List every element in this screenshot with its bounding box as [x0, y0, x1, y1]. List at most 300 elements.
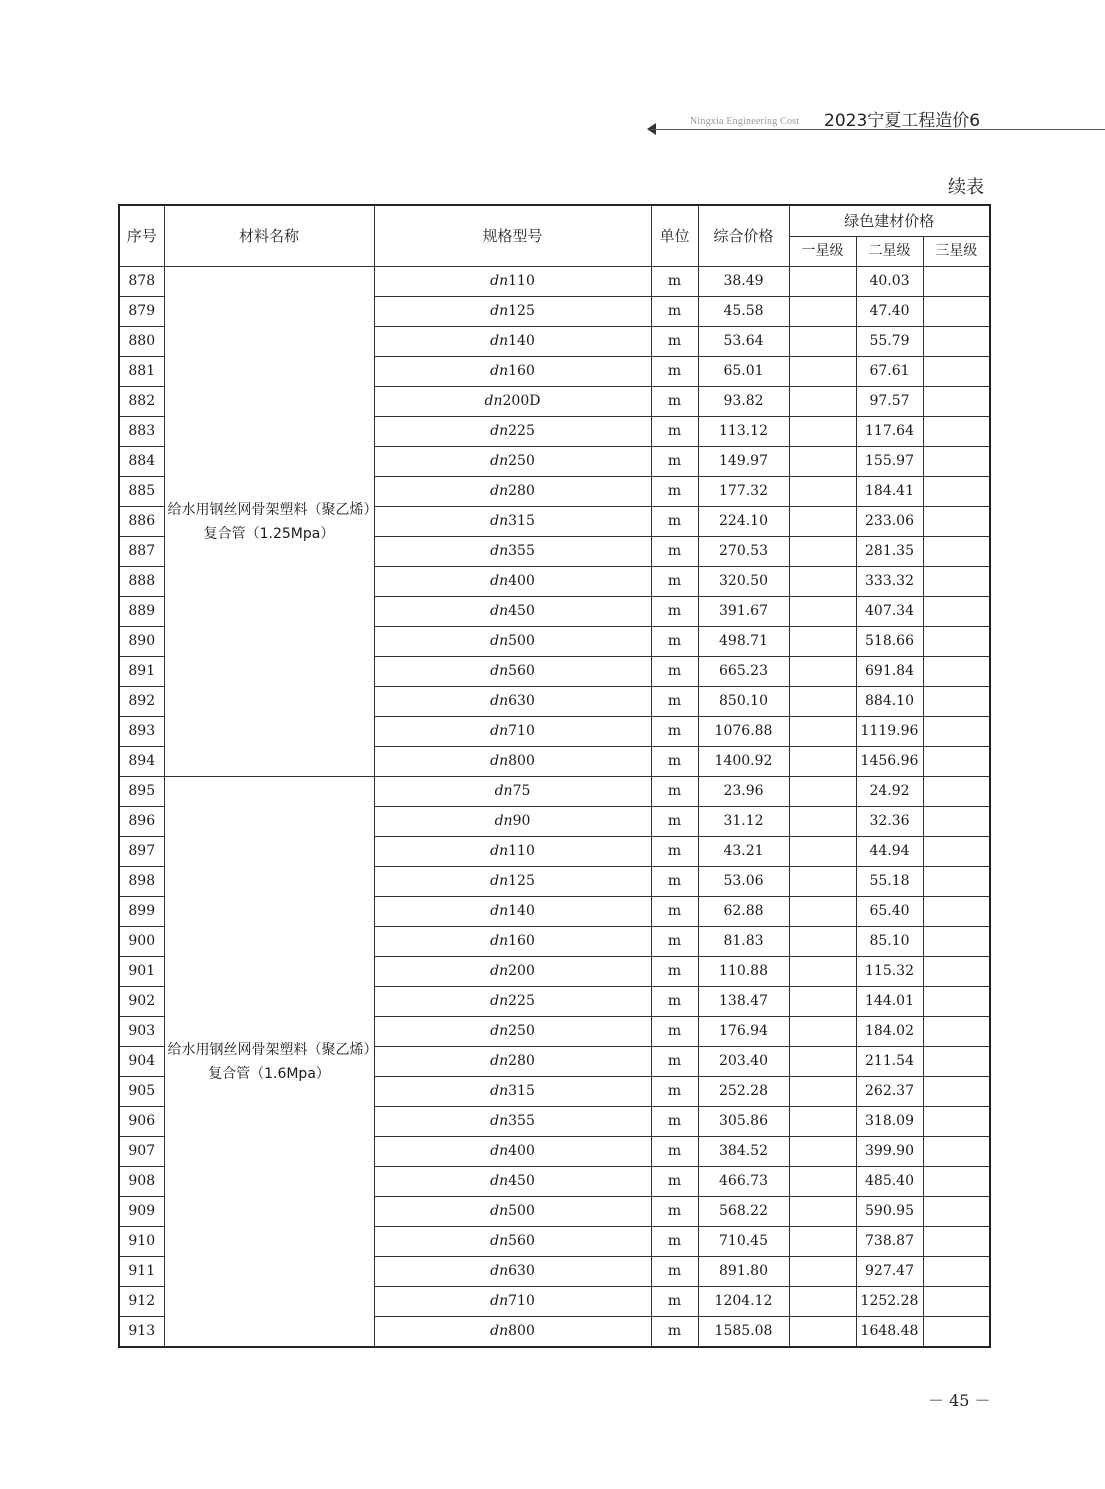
- running-header: [640, 106, 1105, 136]
- seq-cell: 880: [119, 327, 164, 357]
- star2-price-cell: 738.87: [856, 1227, 923, 1257]
- continued-table-label: 续表: [948, 177, 984, 198]
- star3-price-cell: [923, 1317, 990, 1348]
- price-cell: 23.96: [698, 777, 789, 807]
- star1-price-cell: [789, 417, 856, 447]
- price-cell: 176.94: [698, 1017, 789, 1047]
- unit-cell: m: [651, 567, 698, 597]
- star2-price-cell: 55.18: [856, 867, 923, 897]
- seq-cell: 903: [119, 1017, 164, 1047]
- spec-cell: [374, 717, 651, 747]
- seq-cell: 908: [119, 1167, 164, 1197]
- seq-cell: 888: [119, 567, 164, 597]
- star3-price-cell: [923, 807, 990, 837]
- star2-price-cell: 884.10: [856, 687, 923, 717]
- star3-price-cell: [923, 297, 990, 327]
- spec-value: 800: [508, 1323, 535, 1339]
- spec-value: 500: [508, 633, 535, 649]
- spec-prefix: dn: [490, 1083, 509, 1099]
- star3-price-cell: [923, 927, 990, 957]
- star2-price-cell: 590.95: [856, 1197, 923, 1227]
- star3-price-cell: [923, 1227, 990, 1257]
- star2-price-cell: 1456.96: [856, 747, 923, 777]
- star2-price-cell: 97.57: [856, 387, 923, 417]
- spec-prefix: dn: [490, 963, 509, 979]
- star3-price-cell: [923, 1047, 990, 1077]
- star2-price-cell: 233.06: [856, 507, 923, 537]
- unit-cell: m: [651, 777, 698, 807]
- header-spec: 规格型号: [374, 205, 651, 267]
- star3-price-cell: [923, 387, 990, 417]
- star1-price-cell: [789, 357, 856, 387]
- star2-price-cell: 115.32: [856, 957, 923, 987]
- price-cell: 1585.08: [698, 1317, 789, 1348]
- unit-cell: m: [651, 1197, 698, 1227]
- star2-price-cell: 1119.96: [856, 717, 923, 747]
- price-cell: 665.23: [698, 657, 789, 687]
- price-cell: 1204.12: [698, 1287, 789, 1317]
- star3-price-cell: [923, 867, 990, 897]
- star1-price-cell: [789, 1287, 856, 1317]
- spec-value: 630: [508, 1263, 535, 1279]
- seq-cell: 906: [119, 1107, 164, 1137]
- header-star3: 三星级: [923, 237, 990, 267]
- spec-cell: [374, 327, 651, 357]
- spec-cell: [374, 267, 651, 297]
- star2-price-cell: 1648.48: [856, 1317, 923, 1348]
- spec-prefix: dn: [490, 633, 509, 649]
- seq-cell: 902: [119, 987, 164, 1017]
- spec-value: 140: [508, 903, 535, 919]
- spec-prefix: dn: [490, 1263, 509, 1279]
- star3-price-cell: [923, 357, 990, 387]
- price-cell: 1400.92: [698, 747, 789, 777]
- unit-cell: m: [651, 477, 698, 507]
- star3-price-cell: [923, 507, 990, 537]
- star2-price-cell: 155.97: [856, 447, 923, 477]
- star2-price-cell: 24.92: [856, 777, 923, 807]
- spec-value: 315: [508, 1083, 535, 1099]
- unit-cell: m: [651, 807, 698, 837]
- star2-price-cell: 117.64: [856, 417, 923, 447]
- header-price: 综合价格: [698, 205, 789, 267]
- unit-cell: m: [651, 1047, 698, 1077]
- star1-price-cell: [789, 327, 856, 357]
- price-cell: 149.97: [698, 447, 789, 477]
- star1-price-cell: [789, 957, 856, 987]
- seq-cell: 879: [119, 297, 164, 327]
- spec-prefix: dn: [490, 1053, 509, 1069]
- seq-cell: 901: [119, 957, 164, 987]
- spec-value: 450: [508, 603, 535, 619]
- star3-price-cell: [923, 327, 990, 357]
- seq-cell: 893: [119, 717, 164, 747]
- unit-cell: m: [651, 1227, 698, 1257]
- seq-cell: 881: [119, 357, 164, 387]
- unit-cell: m: [651, 897, 698, 927]
- spec-prefix: dn: [490, 423, 509, 439]
- spec-value: 125: [508, 873, 535, 889]
- spec-cell: [374, 807, 651, 837]
- price-cell: 113.12: [698, 417, 789, 447]
- unit-cell: m: [651, 597, 698, 627]
- spec-prefix: dn: [490, 723, 509, 739]
- spec-value: 140: [508, 333, 535, 349]
- spec-cell: [374, 867, 651, 897]
- spec-cell: [374, 1257, 651, 1287]
- star1-price-cell: [789, 927, 856, 957]
- spec-prefix: dn: [490, 873, 509, 889]
- price-cell: 498.71: [698, 627, 789, 657]
- price-cell: 65.01: [698, 357, 789, 387]
- star1-price-cell: [789, 1017, 856, 1047]
- price-cell: 62.88: [698, 897, 789, 927]
- star1-price-cell: [789, 267, 856, 297]
- star3-price-cell: [923, 1107, 990, 1137]
- star3-price-cell: [923, 747, 990, 777]
- spec-cell: [374, 477, 651, 507]
- seq-cell: 896: [119, 807, 164, 837]
- price-cell: 710.45: [698, 1227, 789, 1257]
- price-cell: 1076.88: [698, 717, 789, 747]
- spec-cell: [374, 417, 651, 447]
- seq-cell: 894: [119, 747, 164, 777]
- spec-prefix: dn: [494, 783, 513, 799]
- spec-value: 75: [512, 783, 531, 799]
- spec-value: 200D: [502, 393, 541, 409]
- seq-cell: 895: [119, 777, 164, 807]
- spec-prefix: dn: [490, 693, 509, 709]
- spec-value: 450: [508, 1173, 535, 1189]
- price-cell: 320.50: [698, 567, 789, 597]
- spec-value: 200: [508, 963, 535, 979]
- price-cell: 53.64: [698, 327, 789, 357]
- seq-cell: 900: [119, 927, 164, 957]
- material-name-cell: 给水用钢丝网骨架塑料（聚乙烯）复合管（1.25Mpa）: [164, 267, 374, 777]
- star2-price-cell: 691.84: [856, 657, 923, 687]
- spec-prefix: dn: [490, 453, 509, 469]
- unit-cell: m: [651, 387, 698, 417]
- unit-cell: m: [651, 1137, 698, 1167]
- star3-price-cell: [923, 477, 990, 507]
- spec-cell: [374, 1287, 651, 1317]
- spec-value: 400: [508, 1143, 535, 1159]
- spec-value: 250: [508, 1023, 535, 1039]
- star1-price-cell: [789, 477, 856, 507]
- unit-cell: m: [651, 837, 698, 867]
- star3-price-cell: [923, 567, 990, 597]
- spec-prefix: dn: [490, 1173, 509, 1189]
- spec-cell: [374, 957, 651, 987]
- material-name-cell: 给水用钢丝网骨架塑料（聚乙烯）复合管（1.6Mpa）: [164, 777, 374, 1348]
- spec-value: 225: [508, 423, 535, 439]
- price-cell: 93.82: [698, 387, 789, 417]
- star1-price-cell: [789, 987, 856, 1017]
- spec-value: 160: [508, 363, 535, 379]
- unit-cell: m: [651, 657, 698, 687]
- spec-prefix: dn: [490, 573, 509, 589]
- star3-price-cell: [923, 1137, 990, 1167]
- star2-price-cell: 44.94: [856, 837, 923, 867]
- spec-value: 90: [512, 813, 531, 829]
- star2-price-cell: 399.90: [856, 1137, 923, 1167]
- table-row: [119, 267, 990, 297]
- star3-price-cell: [923, 1017, 990, 1047]
- seq-cell: 911: [119, 1257, 164, 1287]
- unit-cell: m: [651, 987, 698, 1017]
- spec-prefix: dn: [490, 363, 509, 379]
- star2-price-cell: 1252.28: [856, 1287, 923, 1317]
- spec-value: 355: [508, 543, 535, 559]
- star3-price-cell: [923, 537, 990, 567]
- spec-prefix: dn: [494, 813, 513, 829]
- star1-price-cell: [789, 717, 856, 747]
- star3-price-cell: [923, 1287, 990, 1317]
- price-cell: 305.86: [698, 1107, 789, 1137]
- header-seq: 序号: [119, 205, 164, 267]
- spec-cell: [374, 927, 651, 957]
- seq-cell: 910: [119, 1227, 164, 1257]
- star1-price-cell: [789, 1047, 856, 1077]
- star3-price-cell: [923, 657, 990, 687]
- header-green-price: 绿色建材价格: [789, 205, 990, 237]
- spec-value: 630: [508, 693, 535, 709]
- seq-cell: 897: [119, 837, 164, 867]
- price-cell: 81.83: [698, 927, 789, 957]
- spec-prefix: dn: [490, 1233, 509, 1249]
- star3-price-cell: [923, 957, 990, 987]
- table-row: [119, 777, 990, 807]
- star1-price-cell: [789, 1167, 856, 1197]
- star1-price-cell: [789, 537, 856, 567]
- star3-price-cell: [923, 417, 990, 447]
- star1-price-cell: [789, 897, 856, 927]
- star1-price-cell: [789, 867, 856, 897]
- unit-cell: m: [651, 627, 698, 657]
- price-cell: 53.06: [698, 867, 789, 897]
- price-cell: 43.21: [698, 837, 789, 867]
- spec-prefix: dn: [484, 393, 503, 409]
- star1-price-cell: [789, 1107, 856, 1137]
- star2-price-cell: 184.02: [856, 1017, 923, 1047]
- star2-price-cell: 40.03: [856, 267, 923, 297]
- price-cell: 466.73: [698, 1167, 789, 1197]
- spec-cell: [374, 1197, 651, 1227]
- unit-cell: m: [651, 297, 698, 327]
- star2-price-cell: 144.01: [856, 987, 923, 1017]
- spec-prefix: dn: [490, 303, 509, 319]
- spec-prefix: dn: [490, 1203, 509, 1219]
- star2-price-cell: 318.09: [856, 1107, 923, 1137]
- unit-cell: m: [651, 1107, 698, 1137]
- star2-price-cell: 47.40: [856, 297, 923, 327]
- unit-cell: m: [651, 1077, 698, 1107]
- spec-value: 560: [508, 1233, 535, 1249]
- spec-prefix: dn: [490, 513, 509, 529]
- spec-cell: [374, 777, 651, 807]
- star1-price-cell: [789, 1137, 856, 1167]
- star3-price-cell: [923, 447, 990, 477]
- spec-cell: [374, 987, 651, 1017]
- spec-prefix: dn: [490, 1143, 509, 1159]
- spec-value: 280: [508, 1053, 535, 1069]
- star1-price-cell: [789, 387, 856, 417]
- star3-price-cell: [923, 987, 990, 1017]
- star2-price-cell: 85.10: [856, 927, 923, 957]
- star3-price-cell: [923, 1077, 990, 1107]
- spec-value: 500: [508, 1203, 535, 1219]
- unit-cell: m: [651, 1017, 698, 1047]
- star1-price-cell: [789, 1257, 856, 1287]
- spec-value: 225: [508, 993, 535, 1009]
- spec-cell: [374, 1227, 651, 1257]
- star2-price-cell: 55.79: [856, 327, 923, 357]
- spec-prefix: dn: [490, 1113, 509, 1129]
- star3-price-cell: [923, 1257, 990, 1287]
- seq-cell: 909: [119, 1197, 164, 1227]
- unit-cell: m: [651, 537, 698, 567]
- seq-cell: 878: [119, 267, 164, 297]
- star2-price-cell: 32.36: [856, 807, 923, 837]
- spec-cell: [374, 1107, 651, 1137]
- spec-cell: [374, 447, 651, 477]
- spec-value: 315: [508, 513, 535, 529]
- star1-price-cell: [789, 627, 856, 657]
- star2-price-cell: 485.40: [856, 1167, 923, 1197]
- price-cell: 850.10: [698, 687, 789, 717]
- price-cell: 391.67: [698, 597, 789, 627]
- spec-prefix: dn: [490, 933, 509, 949]
- star2-price-cell: 262.37: [856, 1077, 923, 1107]
- price-table: [118, 204, 991, 1348]
- table-header: [119, 205, 990, 267]
- star1-price-cell: [789, 1077, 856, 1107]
- star2-price-cell: 211.54: [856, 1047, 923, 1077]
- spec-prefix: dn: [490, 663, 509, 679]
- star2-price-cell: 333.32: [856, 567, 923, 597]
- unit-cell: m: [651, 507, 698, 537]
- table-body: [119, 267, 990, 1348]
- unit-cell: m: [651, 747, 698, 777]
- spec-prefix: dn: [490, 483, 509, 499]
- spec-value: 280: [508, 483, 535, 499]
- unit-cell: m: [651, 687, 698, 717]
- seq-cell: 899: [119, 897, 164, 927]
- header-chinese-title: 2023宁夏工程造价6: [824, 111, 981, 131]
- star3-price-cell: [923, 1167, 990, 1197]
- seq-cell: 898: [119, 867, 164, 897]
- spec-value: 355: [508, 1113, 535, 1129]
- spec-cell: [374, 567, 651, 597]
- star1-price-cell: [789, 657, 856, 687]
- header-english-title: Ningxia Engineering Cost: [690, 116, 800, 127]
- spec-cell: [374, 597, 651, 627]
- star1-price-cell: [789, 507, 856, 537]
- star1-price-cell: [789, 807, 856, 837]
- price-cell: 110.88: [698, 957, 789, 987]
- unit-cell: m: [651, 327, 698, 357]
- page-number: － 45 －: [928, 1391, 991, 1410]
- star3-price-cell: [923, 687, 990, 717]
- unit-cell: m: [651, 417, 698, 447]
- spec-prefix: dn: [490, 753, 509, 769]
- seq-cell: 904: [119, 1047, 164, 1077]
- header-unit: 单位: [651, 205, 698, 267]
- spec-cell: [374, 357, 651, 387]
- spec-cell: [374, 747, 651, 777]
- unit-cell: m: [651, 447, 698, 477]
- spec-prefix: dn: [490, 1323, 509, 1339]
- star2-price-cell: 281.35: [856, 537, 923, 567]
- star1-price-cell: [789, 687, 856, 717]
- seq-cell: 905: [119, 1077, 164, 1107]
- spec-prefix: dn: [490, 333, 509, 349]
- star2-price-cell: 927.47: [856, 1257, 923, 1287]
- spec-cell: [374, 1077, 651, 1107]
- spec-value: 110: [508, 843, 535, 859]
- spec-prefix: dn: [490, 993, 509, 1009]
- star2-price-cell: 67.61: [856, 357, 923, 387]
- spec-prefix: dn: [490, 1023, 509, 1039]
- unit-cell: m: [651, 867, 698, 897]
- star1-price-cell: [789, 1317, 856, 1348]
- spec-cell: [374, 657, 651, 687]
- seq-cell: 882: [119, 387, 164, 417]
- star1-price-cell: [789, 597, 856, 627]
- star1-price-cell: [789, 777, 856, 807]
- seq-cell: 892: [119, 687, 164, 717]
- price-cell: 138.47: [698, 987, 789, 1017]
- star3-price-cell: [923, 897, 990, 927]
- spec-value: 710: [508, 1293, 535, 1309]
- spec-cell: [374, 1317, 651, 1348]
- seq-cell: 886: [119, 507, 164, 537]
- star2-price-cell: 65.40: [856, 897, 923, 927]
- star1-price-cell: [789, 1227, 856, 1257]
- header-star2: 二星级: [856, 237, 923, 267]
- spec-cell: [374, 507, 651, 537]
- unit-cell: m: [651, 1317, 698, 1348]
- star3-price-cell: [923, 717, 990, 747]
- spec-value: 110: [508, 273, 535, 289]
- unit-cell: m: [651, 957, 698, 987]
- spec-cell: [374, 1047, 651, 1077]
- spec-prefix: dn: [490, 1293, 509, 1309]
- unit-cell: m: [651, 357, 698, 387]
- price-cell: 891.80: [698, 1257, 789, 1287]
- price-cell: 252.28: [698, 1077, 789, 1107]
- star1-price-cell: [789, 837, 856, 867]
- star3-price-cell: [923, 267, 990, 297]
- spec-cell: [374, 537, 651, 567]
- spec-value: 160: [508, 933, 535, 949]
- star3-price-cell: [923, 1197, 990, 1227]
- unit-cell: m: [651, 1257, 698, 1287]
- star1-price-cell: [789, 567, 856, 597]
- star1-price-cell: [789, 297, 856, 327]
- spec-cell: [374, 897, 651, 927]
- star3-price-cell: [923, 597, 990, 627]
- header-material-name: 材料名称: [164, 205, 374, 267]
- spec-cell: [374, 387, 651, 417]
- price-cell: 31.12: [698, 807, 789, 837]
- spec-value: 800: [508, 753, 535, 769]
- star3-price-cell: [923, 837, 990, 867]
- spec-prefix: dn: [490, 843, 509, 859]
- spec-cell: [374, 627, 651, 657]
- price-cell: 224.10: [698, 507, 789, 537]
- spec-prefix: dn: [490, 273, 509, 289]
